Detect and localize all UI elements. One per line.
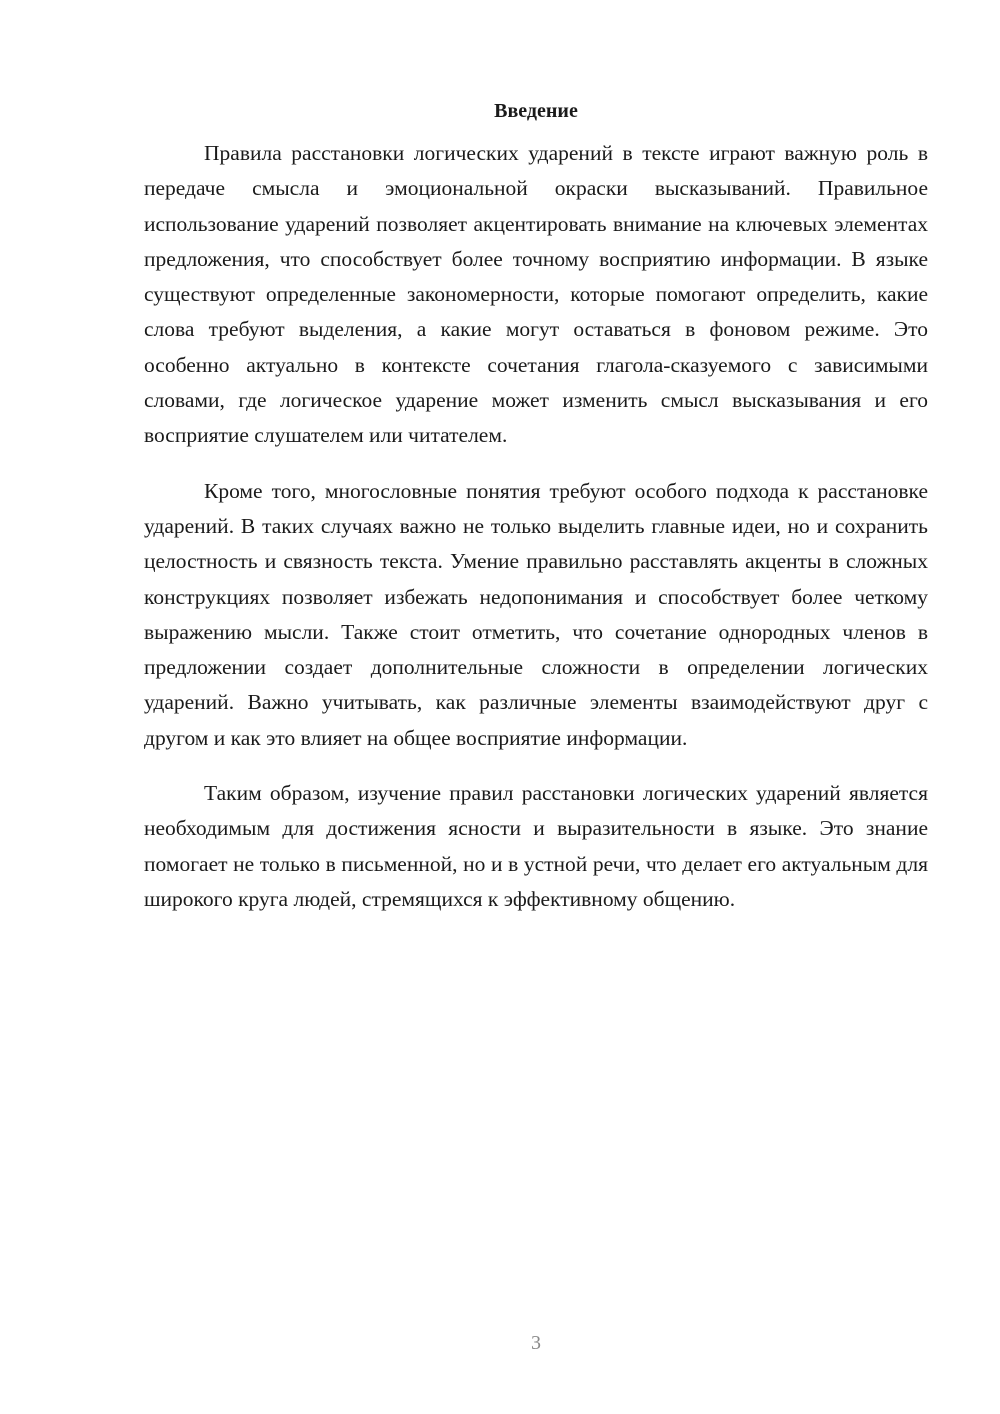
paragraph-3: Таким образом, изучение правил расстановки логических ударений является необходимым для достижения ясности и выразительности в языке. Это знание помогает не только в письменной, но и в устной речи, что делает его актуальным для широкого круга людей, стремящихся к эффективному общению. xyxy=(144,781,928,911)
page-number: 3 xyxy=(531,1332,541,1354)
paragraph-1: Правила расстановки логических ударений в тексте играют важную роль в передаче смысла и эмоциональной окраски высказываний. Правильное использование ударений позволяет акцентировать внимание на ключевых элементах предложения, что способствует более точному восприятию информации. В языке существуют определенные закономерности, которые помогают определить, какие слова требуют выделения, а какие могут оставаться в фоновом режиме. Это особенно актуально в контексте сочетания глагола-сказуемого с зависимыми словами, где логическое ударение может изменить смысл высказывания и его восприятие слушателем или читателем. xyxy=(144,141,928,448)
paragraph-2: Кроме того, многословные понятия требуют особого подхода к расстановке ударений. В таких случаях важно не только выделить главные идеи, но и сохранить целостность и связность текста. Умение правильно расставлять акценты в сложных конструкциях позволяет избежать недопонимания и способствует более четкому выражению мысли. Также стоит отметить, что сочетание однородных членов в предложении создает дополнительные сложности в определении логических ударений. Важно учитывать, как различные элементы взаимодействуют друг с другом и как это влияет на общее восприятие информации. xyxy=(144,478,928,750)
page-content xyxy=(144,96,928,937)
section-title: Введение xyxy=(494,100,578,122)
